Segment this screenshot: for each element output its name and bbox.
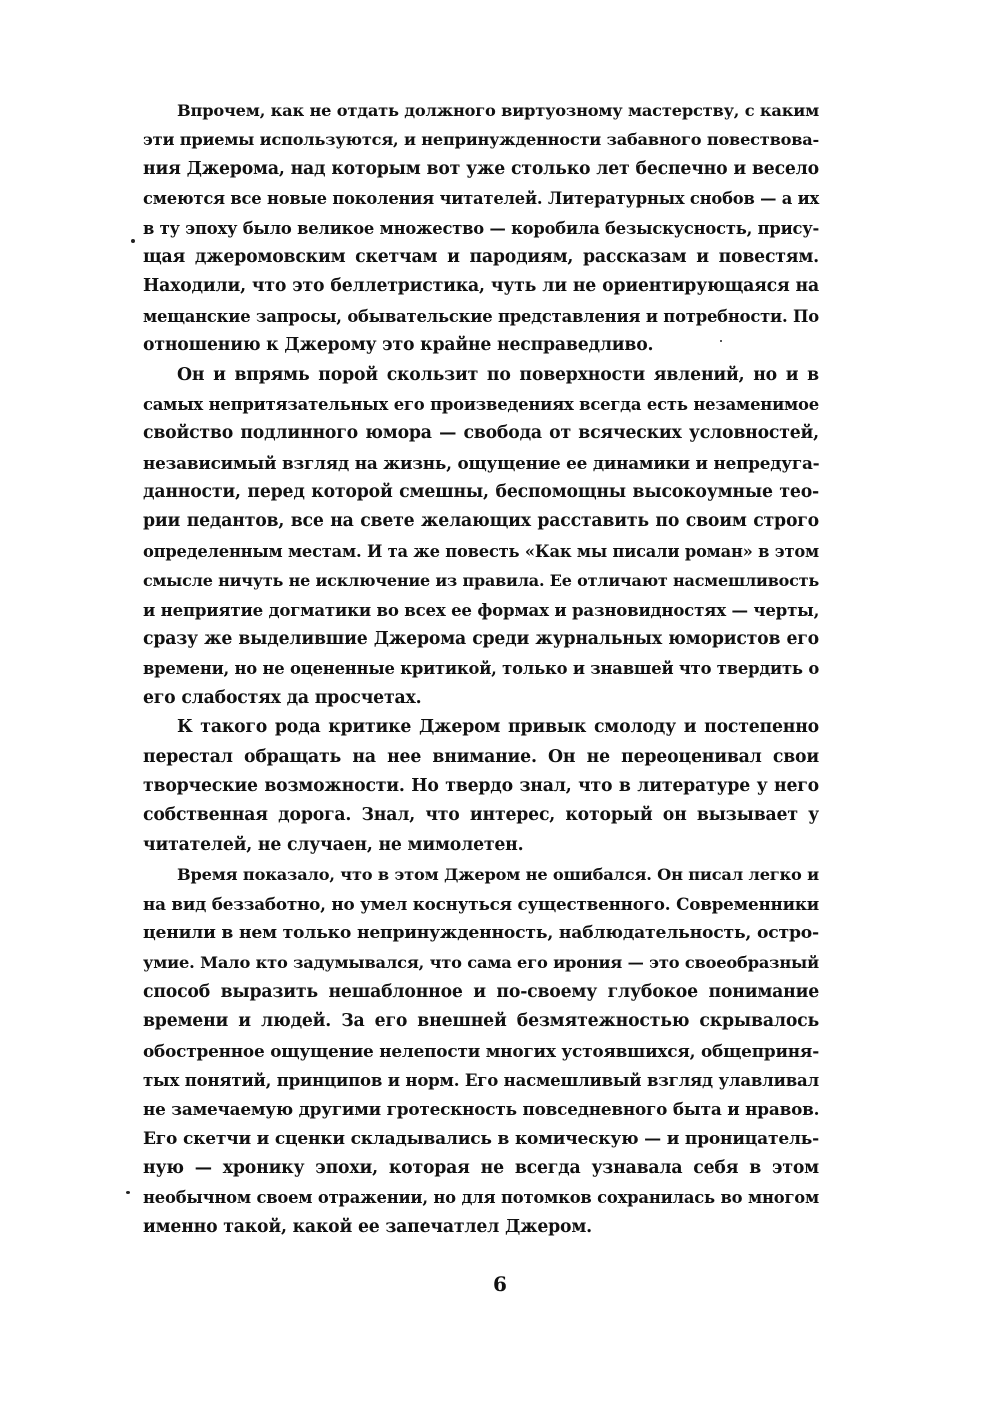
text-line: не замечаемую другими гротескность повседневного быта и нравов. bbox=[143, 1099, 820, 1120]
text-line: К такого рода критике Джером привык смолоду и постепенно bbox=[177, 717, 819, 738]
text-line: эти приемы используются, и непринужденности забавного повествова- bbox=[143, 130, 819, 150]
text-line: времени и людей. За его внешней безмятежностью скрывалось bbox=[143, 1011, 819, 1032]
text-line: и неприятие догматики во всех ее формах и разновидностях — черты, bbox=[143, 599, 820, 620]
text-line: его слабостях да просчетах. bbox=[143, 687, 422, 708]
text-line: независимый взгляд на жизнь, ощущение ее динамики и непредуга- bbox=[143, 452, 820, 473]
text-line: сразу же выделившие Джерома среди журнальных юмористов его bbox=[143, 629, 819, 650]
text-line: смеются все новые поколения читателей. Литературных снобов — а их bbox=[143, 189, 819, 209]
text-line: в ту эпоху было великое множество — коробила безыскусность, прису- bbox=[143, 218, 820, 238]
text-line: ную — хронику эпохи, которая не всегда узнавала себя в этом bbox=[143, 1158, 819, 1179]
text-line: тых понятий, принципов и норм. Его насмешливый взгляд улавливал bbox=[143, 1069, 819, 1090]
text-line: отношению к Джерому это крайне несправедливо. bbox=[143, 335, 654, 356]
text-line: Его скетчи и сценки складывались в комическую — и проницатель- bbox=[143, 1128, 819, 1149]
text-line: ния Джерома, над которым вот уже столько лет беспечно и весело bbox=[143, 158, 819, 179]
text-line: собственная дорога. Знал, что интерес, который он вызывает у bbox=[143, 805, 819, 826]
text-line: необычном своем отражении, но для потомков сохранилась во многом bbox=[143, 1188, 819, 1208]
scan-speck bbox=[126, 1191, 130, 1194]
paragraph-3 bbox=[143, 713, 819, 860]
text-line: умие. Мало кто задумывался, что сама его ирония — это своеобразный bbox=[143, 953, 819, 973]
text-line: именно такой, какой ее запечатлел Джером. bbox=[143, 1216, 593, 1237]
page-number: 6 bbox=[493, 1272, 507, 1296]
text-line: обостренное ощущение нелепости многих устоявшихся, общеприня- bbox=[143, 1040, 819, 1061]
text-line: мещанские запросы, обывательские представления и потребности. По bbox=[143, 306, 819, 326]
text-line: на вид беззаботно, но умел коснуться существенного. Современники bbox=[143, 893, 819, 914]
text-line: Находили, что это беллетристика, чуть ли не ориентирующаяся на bbox=[143, 276, 819, 297]
paragraph-1 bbox=[143, 96, 819, 361]
text-line: щая джеромовским скетчам и пародиям, рассказам и повестям. bbox=[143, 246, 819, 267]
paragraph-2 bbox=[143, 361, 819, 714]
text-line: читателей, не случаен, не мимолетен. bbox=[143, 834, 524, 855]
text-line: смысле ничуть не исключение из правила. Ее отличают насмешливость bbox=[143, 571, 819, 591]
text-line: перестал обращать на нее внимание. Он не переоценивал свои bbox=[143, 746, 819, 767]
paragraph-4 bbox=[143, 860, 819, 1242]
text-line: рии педантов, все на свете желающих расставить по своим строго bbox=[143, 511, 819, 532]
scan-speck bbox=[720, 340, 722, 342]
text-line: свойство подлинного юмора — свобода от всяческих условностей, bbox=[143, 423, 819, 444]
text-line: способ выразить нешаблонное и по-своему глубокое понимание bbox=[143, 981, 819, 1002]
text-line: Время показало, что в этом Джером не ошибался. Он писал легко и bbox=[177, 865, 819, 885]
text-line: Впрочем, как не отдать должного виртуозному мастерству, с каким bbox=[177, 101, 819, 120]
scan-speck bbox=[131, 239, 135, 243]
text-line: творческие возможности. Но твердо знал, что в литературе у него bbox=[143, 775, 819, 796]
text-line: ценили в нем только непринужденность, наблюдательность, остро- bbox=[143, 922, 819, 943]
text-line: самых непритязательных его произведениях всегда есть незаменимое bbox=[143, 394, 819, 414]
text-line: Он и впрямь порой скользит по поверхности явлений, но и в bbox=[177, 364, 819, 385]
text-line: данности, перед которой смешны, беспомощны высокоумные тео- bbox=[143, 482, 819, 503]
body-text bbox=[143, 96, 819, 1242]
text-line: времени, но не оцененные критикой, только и знавшей что твердить о bbox=[143, 659, 820, 679]
text-line: определенным местам. И та же повесть «Как мы писали роман» в этом bbox=[143, 541, 819, 561]
